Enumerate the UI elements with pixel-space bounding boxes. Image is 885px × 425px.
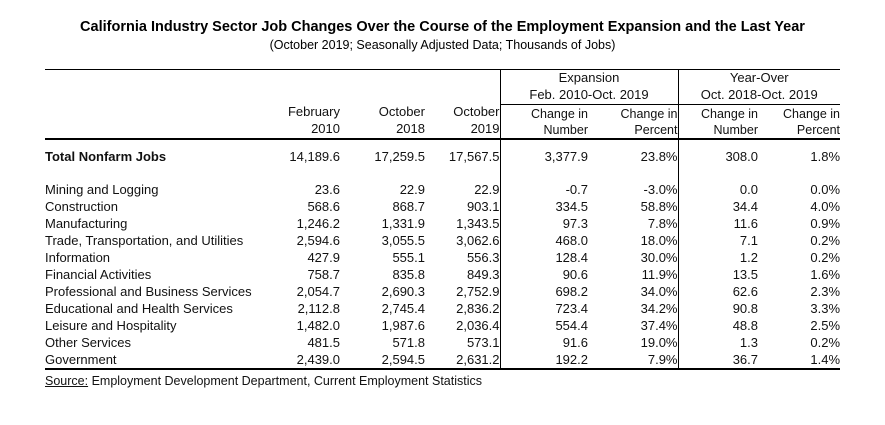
data-cell: 427.9 — [307, 250, 340, 266]
data-cell: 192.2 — [500, 351, 588, 369]
column-header-spacer — [45, 104, 270, 139]
data-cell: 835.8 — [392, 267, 425, 283]
col-header-yearover-change-percent — [758, 104, 840, 139]
data-cell: 555.1 — [392, 250, 425, 266]
data-cell: 11.6 — [678, 215, 758, 232]
row-label: Government — [45, 352, 117, 368]
col-header-line: Change in — [701, 106, 758, 121]
group-range: Oct. 2018-Oct. 2019 — [700, 86, 818, 102]
group-title: Year-Over — [729, 70, 789, 85]
data-cell: 698.2 — [500, 283, 588, 300]
data-cell: 7.8% — [647, 216, 678, 232]
table-row-educational-health-services — [45, 300, 840, 317]
data-cell: 62.6 — [678, 283, 758, 300]
col-header-line: Number — [543, 122, 588, 137]
data-cell: 481.5 — [307, 335, 340, 351]
jobs-table — [45, 69, 840, 370]
col-header-line: Change in — [531, 106, 588, 121]
data-cell: 30.0% — [640, 250, 678, 266]
data-cell: 868.7 — [392, 199, 425, 215]
data-cell: 0.2% — [810, 233, 841, 249]
col-header-line: October — [378, 104, 425, 120]
group-header-row — [45, 70, 840, 105]
data-cell: 0.2% — [810, 335, 841, 351]
col-header-line: February — [287, 104, 340, 120]
source-text: Employment Development Department, Current Employment Statistics — [88, 374, 482, 389]
data-cell: 34.4 — [678, 198, 758, 215]
data-cell: 128.4 — [500, 249, 588, 266]
row-label: Trade, Transportation, and Utilities — [45, 233, 244, 249]
data-cell: 23.8% — [640, 149, 678, 165]
data-cell: 1.2 — [678, 249, 758, 266]
data-cell: 7.1 — [678, 232, 758, 249]
data-cell: 97.3 — [500, 215, 588, 232]
col-header-line: Change in — [620, 106, 678, 121]
data-cell: 3,377.9 — [500, 139, 588, 181]
data-cell: 19.0% — [640, 335, 678, 351]
table-row-construction — [45, 198, 840, 215]
col-header-line: 2018 — [396, 121, 425, 137]
col-header-february-2010 — [270, 104, 340, 139]
data-cell: 1.4% — [810, 352, 841, 368]
table-row-government — [45, 351, 840, 369]
data-cell: 23.6 — [314, 182, 340, 198]
data-cell: 2,690.3 — [381, 284, 425, 300]
data-cell: 2,054.7 — [296, 284, 340, 300]
source-label: Source: — [45, 374, 89, 389]
data-cell: 2.3% — [810, 284, 841, 300]
col-header-line: Percent — [796, 122, 841, 137]
table-row-financial-activities — [45, 266, 840, 283]
data-cell: 1.6% — [810, 267, 841, 283]
group-header-spacer — [45, 70, 500, 105]
data-cell: 90.8 — [678, 300, 758, 317]
table-row-mining-and-logging — [45, 181, 840, 198]
row-label: Manufacturing — [45, 216, 128, 232]
data-cell: -0.7 — [500, 181, 588, 198]
table-row-manufacturing — [45, 215, 840, 232]
source-note — [45, 374, 885, 388]
data-cell: -3.0% — [643, 182, 678, 198]
data-cell: 17,567.5 — [448, 149, 500, 165]
col-header-line: Change in — [783, 106, 841, 121]
group-header-expansion — [500, 70, 678, 105]
group-range: Feb. 2010-Oct. 2019 — [529, 86, 649, 102]
data-cell: 2.5% — [810, 318, 841, 334]
data-cell: 14,189.6 — [289, 149, 340, 165]
data-cell: 11.9% — [641, 267, 678, 283]
col-header-yearover-change-number — [678, 104, 758, 139]
data-cell: 2,112.8 — [297, 301, 340, 317]
table-row-total-nonfarm-jobs — [45, 139, 840, 181]
data-cell: 13.5 — [678, 266, 758, 283]
data-cell: 334.5 — [500, 198, 588, 215]
data-cell: 758.7 — [307, 267, 340, 283]
data-cell: 1,246.2 — [296, 216, 340, 232]
data-cell: 36.7 — [678, 351, 758, 369]
data-cell: 2,752.9 — [456, 284, 500, 300]
data-cell: 17,259.5 — [374, 149, 425, 165]
data-cell: 554.4 — [500, 317, 588, 334]
data-cell: 723.4 — [500, 300, 588, 317]
data-cell: 2,836.2 — [456, 301, 500, 317]
data-cell: 1,343.5 — [456, 216, 500, 232]
data-cell: 3.3% — [810, 301, 841, 317]
data-cell: 3,055.5 — [381, 233, 425, 249]
col-header-october-2019 — [425, 104, 500, 139]
row-label: Total Nonfarm Jobs — [45, 149, 167, 165]
col-header-expansion-change-percent — [588, 104, 678, 139]
data-cell: 568.6 — [307, 199, 340, 215]
table-row-information — [45, 249, 840, 266]
data-cell: 849.3 — [466, 267, 500, 283]
data-cell: 1,331.9 — [381, 216, 425, 232]
data-cell: 556.3 — [466, 250, 500, 266]
row-label: Financial Activities — [45, 267, 152, 283]
data-cell: 0.9% — [810, 216, 841, 232]
data-cell: 2,439.0 — [296, 352, 340, 368]
data-cell: 48.8 — [678, 317, 758, 334]
data-cell: 58.8% — [640, 199, 678, 215]
data-cell: 2,594.6 — [296, 233, 340, 249]
data-cell: 2,745.4 — [381, 301, 425, 317]
data-cell: 1,482.0 — [296, 318, 340, 334]
table-subtitle: (October 2019; Seasonally Adjusted Data; Thousands of Jobs) — [269, 38, 616, 52]
data-cell: 4.0% — [810, 199, 841, 215]
data-cell: 0.0% — [810, 182, 841, 198]
data-cell: 91.6 — [500, 334, 588, 351]
table-row-other-services — [45, 334, 840, 351]
col-header-line: Percent — [634, 122, 678, 137]
row-label: Mining and Logging — [45, 182, 159, 198]
group-title: Expansion — [558, 70, 620, 85]
data-cell: 2,631.2 — [456, 352, 500, 368]
table-row-leisure-hospitality — [45, 317, 840, 334]
row-label: Leisure and Hospitality — [45, 318, 177, 334]
col-header-line: 2010 — [311, 121, 340, 137]
row-label: Educational and Health Services — [45, 301, 233, 317]
row-label: Professional and Business Services — [45, 284, 252, 300]
row-label: Construction — [45, 199, 118, 215]
col-header-october-2018 — [340, 104, 425, 139]
data-cell: 903.1 — [466, 199, 500, 215]
table-row-trade-transportation-utilities — [45, 232, 840, 249]
data-cell: 7.9% — [647, 352, 678, 368]
data-cell: 1,987.6 — [381, 318, 425, 334]
table-row-professional-business-services — [45, 283, 840, 300]
table-title: California Industry Sector Job Changes Over the Course of the Employment Expansion and the Last Year — [80, 19, 805, 35]
data-cell: 573.1 — [466, 335, 500, 351]
row-label: Other Services — [45, 335, 131, 351]
col-header-line: October — [453, 104, 500, 120]
col-header-line: 2019 — [470, 121, 500, 137]
row-label: Information — [45, 250, 111, 266]
data-cell: 0.2% — [810, 250, 841, 266]
col-header-expansion-change-number — [500, 104, 588, 139]
col-header-line: Number — [713, 122, 758, 137]
data-cell: 468.0 — [500, 232, 588, 249]
column-header-row — [45, 104, 840, 139]
data-cell: 22.9 — [399, 182, 425, 198]
group-header-year-over — [678, 70, 840, 105]
data-cell: 0.0 — [678, 181, 758, 198]
data-cell: 571.8 — [392, 335, 425, 351]
data-cell: 2,036.4 — [456, 318, 500, 334]
data-cell: 18.0% — [640, 233, 678, 249]
data-cell: 37.4% — [640, 318, 678, 334]
data-cell: 1.3 — [678, 334, 758, 351]
data-cell: 22.9 — [474, 182, 500, 198]
data-cell: 3,062.6 — [456, 233, 500, 249]
data-cell: 2,594.5 — [381, 352, 425, 368]
data-cell: 90.6 — [500, 266, 588, 283]
data-cell: 308.0 — [678, 139, 758, 181]
data-cell: 34.0% — [640, 284, 678, 300]
data-cell: 34.2% — [640, 301, 678, 317]
data-cell: 1.8% — [810, 149, 841, 165]
